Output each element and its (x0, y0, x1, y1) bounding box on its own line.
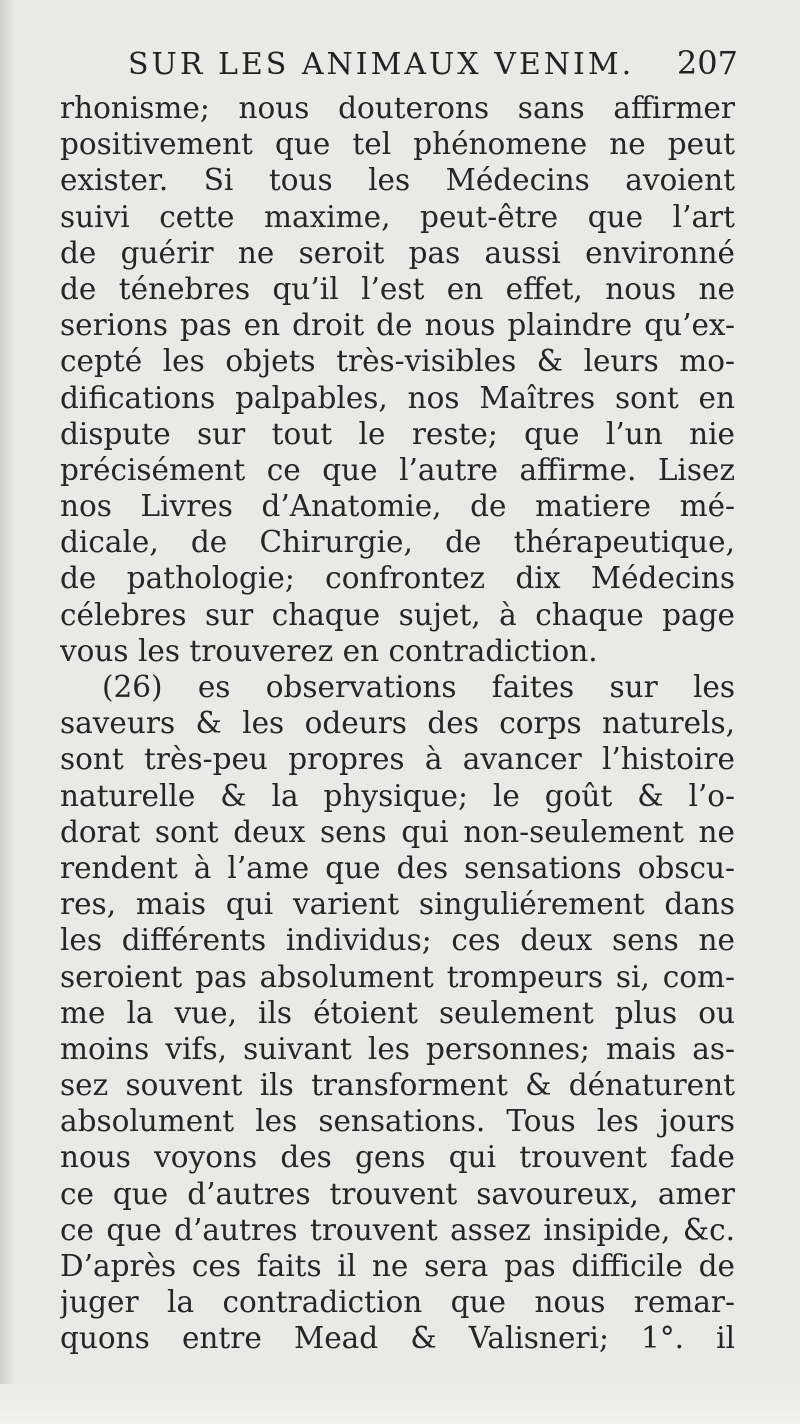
text-line: les différents individus; ces deux sens ne (60, 923, 735, 958)
running-head (128, 44, 738, 88)
text-line: suivi cette maxime, peut-être que l’art (60, 199, 735, 234)
text-line: dorat sont deux sens qui non-seulement ne (60, 814, 735, 849)
text-line: rendent à l’ame que des sensations obscu- (60, 850, 735, 885)
text-line: D’après ces faits il ne sera pas difficile de (60, 1249, 735, 1283)
text-line: de guérir ne seroit pas aussi environné (60, 235, 735, 270)
text-line: serions pas en droit de nous plaindre qu’ex- (60, 308, 735, 343)
text-line: sont très-peu propres à avancer l’histoire (60, 742, 735, 777)
text-line: juger la contradiction que nous remar- (60, 1285, 735, 1320)
text-line: rhonisme; nous douterons sans affirmer (60, 91, 735, 125)
text-line: naturelle & la physique; le goût & l’o- (60, 778, 735, 813)
text-line: dicale, de Chirurgie, de thérapeutique, (60, 525, 735, 560)
text-line: ce que d’autres trouvent assez insipide, &c. (60, 1212, 735, 1247)
text-line: nos Livres d’Anatomie, de matiere mé- (60, 489, 735, 524)
text-line: ce que d’autres trouvent savoureux, amer (60, 1176, 735, 1211)
text-line: sez souvent ils transforment & dénaturent (60, 1068, 735, 1103)
text-line: cepté les objets très-visibles & leurs mo- (60, 344, 735, 379)
text-line: res, mais qui varient singuliérement dans (60, 887, 735, 922)
text-line: exister. Si tous les Médecins avoient (60, 163, 735, 198)
text-line: positivement que tel phénomene ne peut (60, 127, 735, 162)
page-bottom-margin (0, 1384, 800, 1424)
text-line: absolument les sensations. Tous les jours (60, 1104, 735, 1139)
text-line: quons entre Mead & Valisneri; 1°. il (60, 1321, 735, 1356)
text-line: me la vue, ils étoient seulement plus ou (60, 995, 735, 1030)
text-line: célebres sur chaque sujet, à chaque page (60, 597, 735, 632)
text-line: de ténebres qu’il l’est en effet, nous ne (60, 271, 735, 306)
text-line: moins vifs, suivant les personnes; mais as- (60, 1031, 735, 1066)
text-line: saveurs & les odeurs des corps naturels, (60, 706, 735, 741)
text-line: seroient pas absolument trompeurs si, com- (60, 959, 735, 994)
text-line: (26) es observations faites sur les (102, 670, 735, 704)
text-line: précisément ce que l’autre affirme. Lisez (60, 452, 735, 487)
text-line: de pathologie; confrontez dix Médecins (60, 561, 735, 596)
text-line: nous voyons des gens qui trouvent fade (60, 1140, 735, 1175)
page-edge-shadow (0, 0, 14, 1424)
text-line: dispute sur tout le reste; que l’un nie (60, 416, 735, 451)
text-line: difications palpables, nos Maîtres sont en (60, 380, 735, 415)
page-number: 207 (676, 44, 738, 82)
body-text (60, 90, 735, 1357)
text-line: vous les trouverez en contradiction. (60, 633, 598, 668)
running-title: SUR LES ANIMAUX VENIM. (128, 47, 635, 82)
